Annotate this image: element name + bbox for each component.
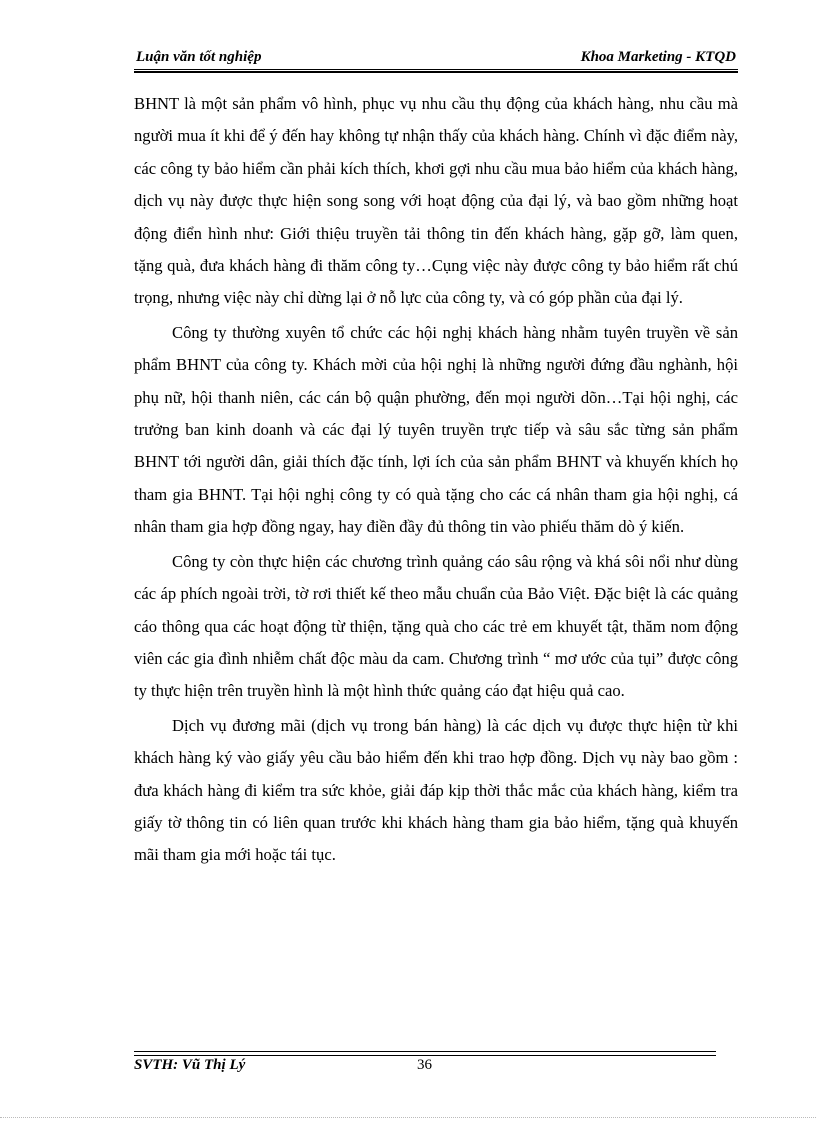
paragraph-1: BHNT là một sản phẩm vô hình, phục vụ nhu cầu thụ động của khách hàng, nhu cầu mà người mua ít khi để ý đến hay không tự nhận thấy của khách hàng. Chính vì đặc điểm này, các công ty bảo hiểm cần phải kích thích, khơi gợi nhu cầu mua bảo hiểm của khách hàng, dịch vụ này được thực hiện song song với hoạt động của đại lý, và bao gồm những hoạt động điển hình như: Giới thiệu truyền tải thông tin đến khách hàng, gặp gỡ, làm quen, tặng quà, đưa khách hàng đi thăm công ty…Cụng việc này được công ty bảo hiểm rất chú trọng, nhưng việc này chỉ dừng lại ở nỗ lực của công ty, và có góp phần của đại lý. xyxy=(134,94,738,308)
header-rule xyxy=(134,69,738,73)
paragraph-2: Công ty thường xuyên tổ chức các hội nghị khách hàng nhằm tuyên truyền về sản phẩm BHNT của công ty. Khách mời của hội nghị là những người đứng đầu nghành, hội phụ nữ, hội thanh niên, các cán bộ quận phường, đến mọi người dõn…Tại hội nghị, các trưởng ban kinh doanh và các đại lý tuyên truyền trực tiếp và sâu sắc từng sản phẩm BHNT tới người dân, giải thích đặc tính, lợi ích của sản phẩm BHNT và khuyến khích họ tham gia BHNT. Tại hội nghị công ty có quà tặng cho các cá nhân tham gia hội nghị, cá nhân tham gia hợp đồng ngay, hay điền đầy đủ thông tin vào phiếu thăm dò ý kiến. xyxy=(134,322,738,537)
header-faculty: Khoa Marketing - KTQD xyxy=(580,49,736,65)
paragraph-3: Công ty còn thực hiện các chương trình quảng cáo sâu rộng và khá sôi nổi như dùng các áp phích ngoài trời, tờ rơi thiết kế theo mẫu chuẩn của Bảo Việt. Đặc biệt là các quảng cáo thông qua các hoạt động từ thiện, tặng quà cho các trẻ em khuyết tật, thăm nom động viên các gia đình nhiễm chất độc màu da cam. Chương trình “ mơ ước của tụi” được công ty thực hiện trên truyền hình là một hình thức quảng cáo đạt hiệu quả cao. xyxy=(134,551,738,701)
footer-author: SVTH: Vũ Thị Lý xyxy=(134,1057,246,1073)
page-header xyxy=(134,49,736,69)
paragraph-4: Dịch vụ đương mãi (dịch vụ trong bán hàng) là các dịch vụ được thực hiện từ khi khách hàng ký vào giấy yêu cầu bảo hiểm đến khi trao hợp đồng. Dịch vụ này bao gồm : đưa khách hàng đi kiểm tra sức khỏe, giải đáp kịp thời thắc mắc của khách hàng, kiểm tra giấy tờ thông tin có liên quan trước khi khách hàng tham gia bảo hiểm, tặng quà khuyến mãi tham gia mới hoặc tái tục. xyxy=(134,715,738,865)
footer-rule xyxy=(134,1051,716,1056)
header-thesis-title: Luận văn tốt nghiệp xyxy=(136,49,262,65)
page-edge-dots xyxy=(0,1117,816,1118)
body-text xyxy=(134,88,738,874)
page-number: 36 xyxy=(417,1057,432,1073)
